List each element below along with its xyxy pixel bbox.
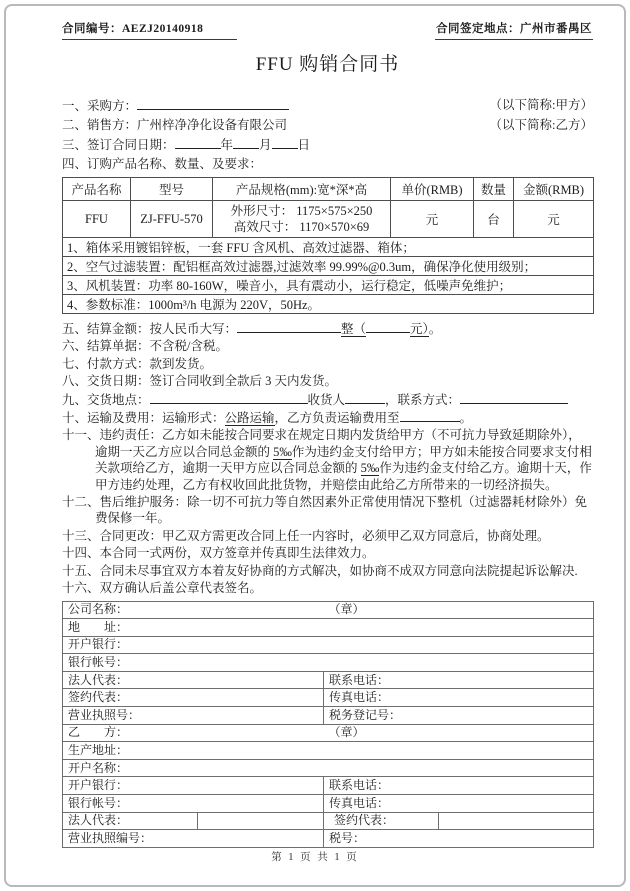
product-amount: 元 — [514, 201, 594, 238]
spec-outer-size: 外形尺寸： 1175×575×250 — [230, 204, 373, 218]
signature-table — [62, 601, 594, 848]
term-signature: 十六、双方确认后盖公章代表签名。 — [62, 581, 263, 596]
table-row — [63, 830, 594, 848]
partyB-phone: 联系电话： — [324, 777, 594, 795]
blank-field — [137, 97, 289, 110]
blank-field — [272, 136, 298, 149]
term-delivery-place: 九、交货地点： 收货人 ，联系方式： — [62, 391, 593, 408]
product-note-3: 3、风机装置：功率 80-160W，噪音小，具有震动小，运行稳定，低噪声免维护； — [63, 276, 594, 295]
blank-field — [175, 136, 221, 149]
buyer-alias: （以下简称:甲方） — [489, 98, 593, 112]
blank-field — [237, 320, 341, 333]
product-table — [62, 177, 594, 314]
blank-field — [345, 391, 385, 404]
products-label: 四、订购产品名称、数量、及要求： — [62, 157, 263, 171]
product-table-header-row — [63, 178, 594, 201]
term-dispute: 十五、合同未尽事宜双方本着友好协商的方式解决，如协商不成双方同意向法院提起诉讼解决. — [62, 563, 578, 578]
seller-label: 二、销售方：广州梓净净化设备有限公司 — [62, 118, 288, 132]
partyB-fax: 传真电话： — [324, 795, 594, 813]
buyer-line — [62, 97, 593, 114]
products-line — [62, 156, 593, 172]
term-invoice: 六、结算单据：不含税/含税。 — [62, 339, 228, 354]
blank-field — [233, 136, 259, 149]
term-amendment: 十三、合同更改：甲乙双方需更改合同上任一内容时，必须甲乙双方同意后，协商处理。 — [62, 528, 550, 543]
partyA-tax-no: 税务登记号： — [324, 707, 594, 725]
term-breach: 十一、违约责任：乙方如未能按合同要求在规定日期内发货给甲方（不可抗力导致延期除外），逾期一天乙方应以合同总金额的 5‰作为违约金支付给甲方；甲方如未能按合同要求支付相关款项给乙方，逾期一天甲方应以合同总金额的 5‰作为违约金支付给乙方。逾期十天，作甲方违约处理，乙方有权收回此批货物，并赔偿由此给乙方所带来的一切经济损失。 — [62, 428, 592, 492]
partyA-fax: 传真电话： — [324, 689, 594, 707]
signing-place: 合同签定地点：广州市番禺区 — [435, 20, 593, 40]
product-name: FFU — [63, 201, 131, 238]
note-row — [63, 276, 594, 295]
table-row — [63, 812, 594, 830]
partyB-seal: （章） — [324, 724, 594, 742]
document-header — [62, 20, 593, 40]
year-label: 年 — [220, 138, 234, 152]
product-note-2: 2、空气过滤装置：配铝框高效过滤器,过滤效率 99.99%@0.3um，确保净化使用级别； — [63, 257, 594, 276]
term-payment: 七、付款方式：款到发货。 — [62, 356, 213, 371]
partyB-bank: 开户银行： — [63, 777, 324, 795]
partyB-signing-rep: 签约代表： — [324, 812, 439, 830]
empty-cell — [198, 812, 324, 830]
col-unit-price: 单价(RMB) — [391, 178, 474, 201]
partyA-signing-rep: 签约代表： — [63, 689, 324, 707]
partyB-license-no: 营业执照编号： — [63, 830, 324, 848]
col-qty: 数量 — [474, 178, 514, 201]
product-note-4: 4、参数标准：1000m³/h 电源为 220V，50Hz。 — [63, 295, 594, 314]
table-row — [63, 619, 594, 637]
table-row — [63, 601, 594, 619]
col-spec: 产品规格(mm):宽*深*高 — [213, 178, 391, 201]
table-row — [63, 636, 594, 654]
spec-filter-size: 高效尺寸： 1170×570×69 — [233, 220, 370, 234]
table-row — [63, 742, 594, 760]
table-row — [63, 724, 594, 742]
page-title: FFU 购销合同书 — [255, 54, 400, 75]
product-unit-price: 元 — [391, 201, 474, 238]
partyA-account: 银行帐号： — [63, 654, 594, 672]
date-line — [62, 136, 593, 153]
partyA-seal: （章） — [324, 601, 594, 619]
terms-section — [62, 320, 593, 597]
contract-number: 合同编号：AEZJ20140918 — [62, 20, 237, 40]
product-row — [63, 201, 594, 238]
buyer-label: 一、采购方： — [62, 99, 138, 113]
blank-field — [400, 409, 460, 422]
product-spec — [213, 201, 391, 238]
partyB-label: 乙 方： — [63, 724, 324, 742]
partyA-phone: 联系电话： — [324, 671, 594, 689]
partyB-account: 银行帐号： — [63, 795, 324, 813]
day-label: 日 — [297, 138, 311, 152]
table-row — [63, 707, 594, 725]
seller-alias: （以下简称:乙方） — [489, 118, 593, 132]
table-row — [63, 759, 594, 777]
table-row — [63, 671, 594, 689]
intro-section — [62, 97, 593, 172]
col-product-name: 产品名称 — [63, 178, 131, 201]
table-row — [63, 689, 594, 707]
partyA-address: 地 址： — [63, 619, 594, 637]
blank-field — [366, 320, 410, 333]
table-row — [63, 654, 594, 672]
partyA-company-name: 公司名称： — [63, 601, 324, 619]
partyA-bank: 开户银行： — [63, 636, 594, 654]
product-qty: 台 — [474, 201, 514, 238]
term-warranty: 十二、售后维护服务：除一切不可抗力等自然因素外正常使用情况下整机（过滤器耗材除外）免费保修一年。 — [62, 495, 588, 526]
term-settlement-amount: 五、结算金额：按人民币大写： 整（ 元）。 — [62, 322, 442, 336]
seller-line — [62, 117, 593, 133]
partyB-legal-rep: 法人代表： — [63, 812, 198, 830]
table-row — [63, 795, 594, 813]
empty-cell — [439, 812, 594, 830]
product-note-1: 1、箱体采用镀铝锌板，一套 FFU 含风机、高效过滤器、箱体； — [63, 238, 594, 257]
blank-field — [150, 391, 308, 404]
page-number: 第 1 页 共 1 页 — [271, 852, 359, 863]
note-row — [63, 257, 594, 276]
table-row — [63, 777, 594, 795]
partyB-account-name: 开户名称： — [63, 759, 594, 777]
partyA-license-no: 营业执照号： — [63, 707, 324, 725]
product-model: ZJ-FFU-570 — [131, 201, 213, 238]
blank-field — [460, 391, 568, 404]
col-model: 型号 — [131, 178, 213, 201]
partyB-production-address: 生产地址： — [63, 742, 594, 760]
partyB-tax-no: 税号： — [324, 830, 594, 848]
term-copies: 十四、本合同一式两份，双方签章并传真即生法律效力。 — [62, 546, 375, 561]
term-transport: 十、运输及费用：运输形式：公路运输，乙方负责运输费用至 。 — [62, 411, 473, 426]
partyA-legal-rep: 法人代表： — [63, 671, 324, 689]
note-row — [63, 238, 594, 257]
col-amount: 金额(RMB) — [514, 178, 594, 201]
month-label: 月 — [259, 138, 272, 152]
term-delivery-date: 八、交货日期：签订合同收到全款后 3 天内发货。 — [62, 374, 338, 389]
note-row — [63, 295, 594, 314]
date-label: 三、签订合同日期： — [62, 138, 175, 152]
